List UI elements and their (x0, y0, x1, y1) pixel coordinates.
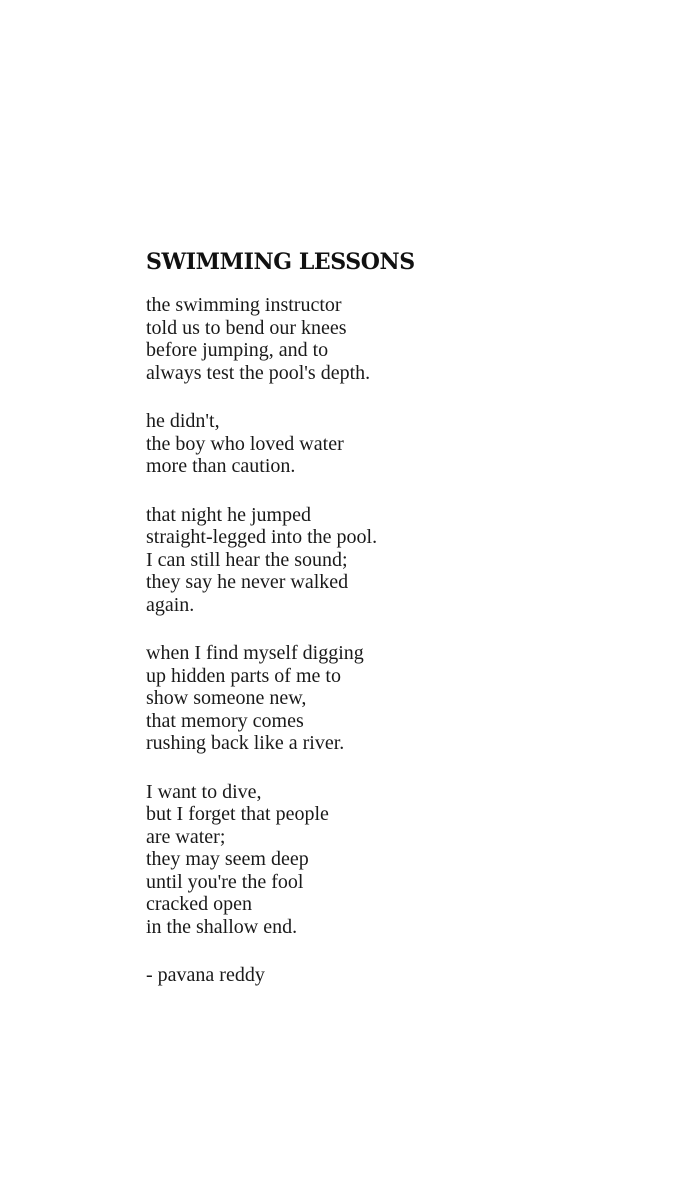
poem-line: that memory comes (146, 709, 304, 732)
poem-line: they may seem deep (146, 848, 309, 870)
stanza (146, 504, 586, 617)
author-signature: - pavana reddy (146, 964, 265, 986)
poem-line: straight-legged into the pool. (146, 526, 378, 548)
poem-line: up hidden parts of me to (146, 664, 341, 687)
poem-line: cracked open (146, 893, 253, 915)
poem-line: that night he jumped (146, 503, 311, 526)
poem-line: before jumping, and to (146, 339, 329, 361)
poem-line: show someone new, (146, 687, 307, 709)
poem-line: are water; (146, 825, 226, 848)
poem-line: in the shallow end. (146, 915, 298, 938)
poem-title: SWIMMING LESSONS (146, 249, 415, 275)
poem (146, 248, 586, 987)
poem-line: the boy who loved water (146, 432, 344, 455)
poem-line: when I find myself digging (146, 642, 364, 664)
poem-line: again. (146, 593, 195, 616)
stanza (146, 410, 586, 478)
poem-line: but I forget that people (146, 803, 329, 825)
poem-line: told us to bend our knees (146, 316, 347, 339)
poem-line: I can still hear the sound; (146, 548, 348, 571)
poem-line: I want to dive, (146, 780, 262, 803)
poem-line: he didn't, (146, 410, 220, 432)
poem-line: more than caution. (146, 455, 296, 477)
poem-line: they say he never walked (146, 571, 349, 593)
stanza (146, 642, 586, 755)
stanza (146, 781, 586, 939)
poem-line: rushing back like a river. (146, 732, 345, 754)
poem-line: always test the pool's depth. (146, 361, 371, 384)
stanza (146, 294, 586, 384)
poem-line: until you're the fool (146, 870, 304, 893)
poem-line: the swimming instructor (146, 294, 342, 316)
